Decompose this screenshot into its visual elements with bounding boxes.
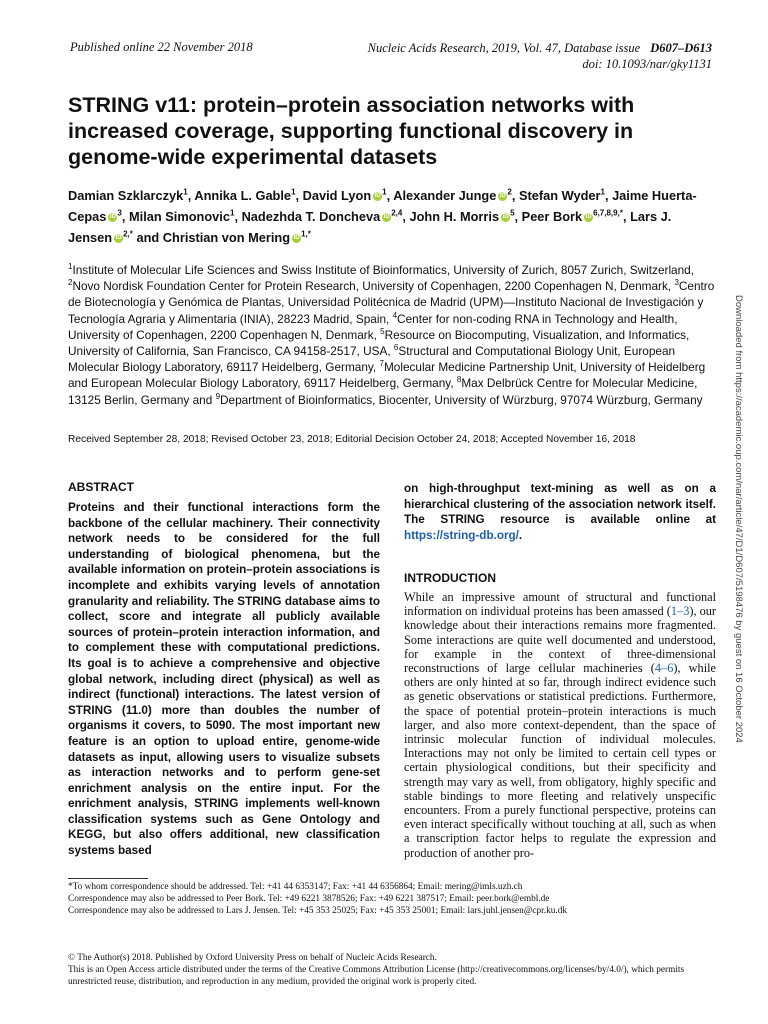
affiliation-number: 4 (392, 310, 398, 320)
orcid-icon[interactable]: iD (499, 193, 506, 199)
author-affiliation-number: 2,4 (391, 208, 403, 218)
intro-p2: ), our knowledge about their interactions remains more fragmented. Some interactions are quite well documented and understood, for example in the context of three-dimensional reconstructions of large cellular machineries ( (404, 604, 717, 676)
intro-p3: ), while others are only hinted at so far, through indirect evidence such as genetic observations or statistical predictions. Furthermore, the space of potential protein–protein interactions is much larger, and also more context-dependent, than the space of intrinsic molecular function of individual molecules. Interactions may not only be limited to certain cell types or certain physiological conditions, but their specificity and strength may vary as well, from obligatory, highly specific and stable bindings to more fleeting and relatively unspecific encounters. From a purely functional perspective, proteins can even interact specifically without touching at all, such as when a transcription factor helps to regulate the expression and production of another pro- (404, 661, 716, 860)
intro-p1: While an impressive amount of structural and functional information on individual proteins has been amassed ( (404, 590, 716, 619)
license-line: This is an Open Access article distributed under the terms of the Creative Commons Attribution License (http://creativecommons.org/licenses/by/4.0/), which permits unrestricted reuse, distribution, and reproduction in any medium, provided the original work is properly cited. (68, 965, 685, 987)
abstract-heading: ABSTRACT (68, 480, 134, 494)
abstract-text: Proteins and their functional interactions form the backbone of the cellular machinery. Their connectivity network needs to be considered for the full understanding of biological phenomena, but the available information on protein–protein associations is incomplete and exhibits varying levels of annotation granularity and reliability. The STRING database aims to collect, score and integrate all publicly available sources of protein–protein interaction information, and to complement these with computational predictions. Its goal is to achieve a comprehensive and objective global network, including direct (physical) as well as indirect (functional) interactions. The latest version of STRING (11.0) more than doubles the number of organisms it covers, to 5090. The most important new feature is an option to upload entire, genome-wide datasets as input, allowing users to visualize subsets as interaction networks and to perform gene-set enrichment analysis on the entire input. For the enrichment analysis, STRING implements well-known classification systems such as Gene Ontology and KEGG, but also offers additional, new classification systems based (68, 501, 380, 858)
author-affiliation-number: 2,* (123, 229, 133, 239)
author-affiliation-number: 1,* (301, 229, 311, 239)
orcid-icon[interactable]: iD (383, 214, 390, 220)
journal-name: Nucleic Acids Research, 2019, Vol. 47, Database issue (367, 41, 641, 55)
page-range: D607–D613 (650, 41, 712, 55)
affiliation-number: 3 (674, 278, 679, 288)
correspondence-notes (68, 881, 728, 917)
author-affiliation-number: 2 (507, 187, 512, 197)
author-list: Damian Szklarczyk$^1$, Annika L. Gable$^1$, David Lyon iD $^1$, Alexander Junge iD $^2$, Stefan Wyder$^1$, Jaime Huerta-Cepas iD $^3$, Milan Simonovic$^1$, Nadezhda T. Doncheva iD $^{2,4}$, John H. Morris iD $^5$, Peer Bork iD $^{6,7,8,9,*}$, Lars J. Jensen iD $^{2,*}$ and Christian von Mering iD $^{1,*}$ (68, 187, 697, 245)
correspondence-line: Correspondence may also be addressed to Lars J. Jensen. Tel: +45 353 25025; Fax: +45 353 25001; Email: lars.juhl.jensen@cpr.ku.dk (68, 906, 567, 916)
author-affiliation-number: 5 (510, 208, 515, 218)
orcid-icon[interactable]: iD (115, 235, 122, 241)
author-name: Annika L. Gable (194, 188, 292, 203)
affiliation-text: Molecular Medicine Partnership Unit, University of Heidelberg and European Molecular Biology Laboratory, 69117 Heidelberg, Germany, (68, 360, 706, 391)
author-affiliation-number: 1 (382, 187, 387, 197)
author-name: John H. Morris (409, 209, 500, 224)
author-name: Lars J. Jensen (68, 209, 672, 245)
article-dates: Received September 28, 2018; Revised October 23, 2018; Editorial Decision October 24, 2018; Accepted November 16, 2018 (68, 434, 636, 445)
affiliation-text: Resource on Biocomputing, Visualization, and Informatics, University of California, San Francisco, CA 94158-2517, USA, (68, 327, 690, 359)
affiliation-number: 6 (393, 343, 399, 353)
author-name: Alexander Junge (393, 188, 497, 203)
published-date: Published online 22 November 2018 (70, 40, 253, 54)
author-name: Damian Szklarczyk (68, 188, 184, 203)
affiliation-number: 2 (68, 278, 73, 288)
author-affiliation-number: 1 (600, 187, 605, 197)
affiliation-text: Max Delbrück Centre for Molecular Medicine, 13125 Berlin, Germany and (68, 376, 698, 407)
author-name: Stefan Wyder (518, 188, 601, 203)
author-name: Jaime Huerta-Cepas (68, 188, 697, 224)
affiliations (68, 262, 718, 408)
footnote-rule (68, 878, 148, 879)
affiliation-number: 8 (456, 375, 462, 385)
author-affiliation-number: 3 (117, 208, 122, 218)
affiliation-text: Center for non-coding RNA in Technology and Health, University of Copenhagen, 2200 Copenhagen N, Denmark, (68, 311, 678, 342)
orcid-icon[interactable]: iD (585, 214, 592, 220)
affiliation-text: Department of Bioinformatics, Biocenter, University of Würzburg, 97074 Würzburg, Germany (220, 392, 703, 407)
article-title: STRING v11: protein–protein association networks with increased coverage, supporting functional discovery in genome-wide experimental datasets (68, 93, 635, 169)
author-name: David Lyon (302, 188, 372, 203)
affiliation-number: 7 (379, 359, 384, 369)
author-affiliation-number: 1 (229, 208, 235, 218)
affiliation-text: Institute of Molecular Life Sciences and Swiss Institute of Bioinformatics, University of Zurich, 8057 Zurich, Switzerland, (72, 263, 695, 277)
affiliation-text: Structural and Computational Biology Unit, European Molecular Biology Laboratory, 69117 Heidelberg, Germany, (68, 344, 676, 375)
affiliation-text: Centro de Biotecnología y Genómica de Plantas, Universidad Politécnica de Madrid (UPM)—Instituto Nacional de Investigación y Tecnología Agraria y Alimentaria (INIA), 28223 Madrid, Spain, (68, 279, 715, 326)
orcid-icon[interactable]: iD (109, 214, 116, 220)
author-name: Peer Bork (521, 209, 583, 224)
author-name: Christian von Mering (162, 230, 291, 245)
correspondence-line: *To whom correspondence should be addressed. Tel: +41 44 6353147; Fax: +41 44 6356864; Email: mering@imls.uzh.ch (68, 882, 523, 892)
orcid-icon[interactable]: iD (293, 235, 300, 241)
affiliation-number: 1 (68, 262, 73, 272)
orcid-icon[interactable]: iD (374, 193, 381, 199)
download-watermark: Downloaded from https://academic.oup.com/nar/article/47/D1/D607/5198476 by guest on 16 October 2024 (733, 295, 744, 743)
author-affiliation-number: 1 (183, 187, 188, 197)
citation-link[interactable]: 1–3 (670, 604, 690, 619)
abstract-cont-text: on high-throughput text-mining as well as on a hierarchical clustering of the association network itself. The STRING resource is available online at (404, 482, 716, 527)
abstract-continuation (404, 481, 716, 543)
affiliation-text: Novo Nordisk Foundation Center for Protein Research, University of Copenhagen, 2200 Copenhagen N, Denmark, (72, 279, 675, 294)
author-name: Milan Simonovic (129, 209, 230, 224)
author-affiliation-number: 6,7,8,9,* (593, 208, 623, 218)
correspondence-line: Correspondence may also be addressed to Peer Bork. Tel: +49 6221 3878526; Fax: +49 6221 387517; Email: peer.bork@embl.de (68, 894, 550, 904)
affiliation-number: 5 (380, 326, 385, 336)
abstract-end: . (518, 528, 523, 542)
string-url-link[interactable]: https://string-db.org/ (404, 528, 519, 542)
affiliation-number: 9 (215, 391, 221, 401)
citation-link[interactable]: 4–6 (654, 661, 674, 676)
license-notice (68, 952, 728, 988)
author-affiliation-number: 1 (291, 187, 296, 197)
copyright-line: © The Author(s) 2018. Published by Oxford University Press on behalf of Nucleic Acids Research. (68, 953, 437, 963)
introduction-text (404, 590, 716, 860)
orcid-icon[interactable]: iD (502, 214, 509, 220)
author-name: Nadezhda T. Doncheva (241, 209, 381, 224)
doi[interactable]: doi: 10.1093/nar/gky1131 (582, 57, 712, 71)
introduction-heading: INTRODUCTION (404, 571, 496, 585)
journal-citation (368, 40, 712, 72)
